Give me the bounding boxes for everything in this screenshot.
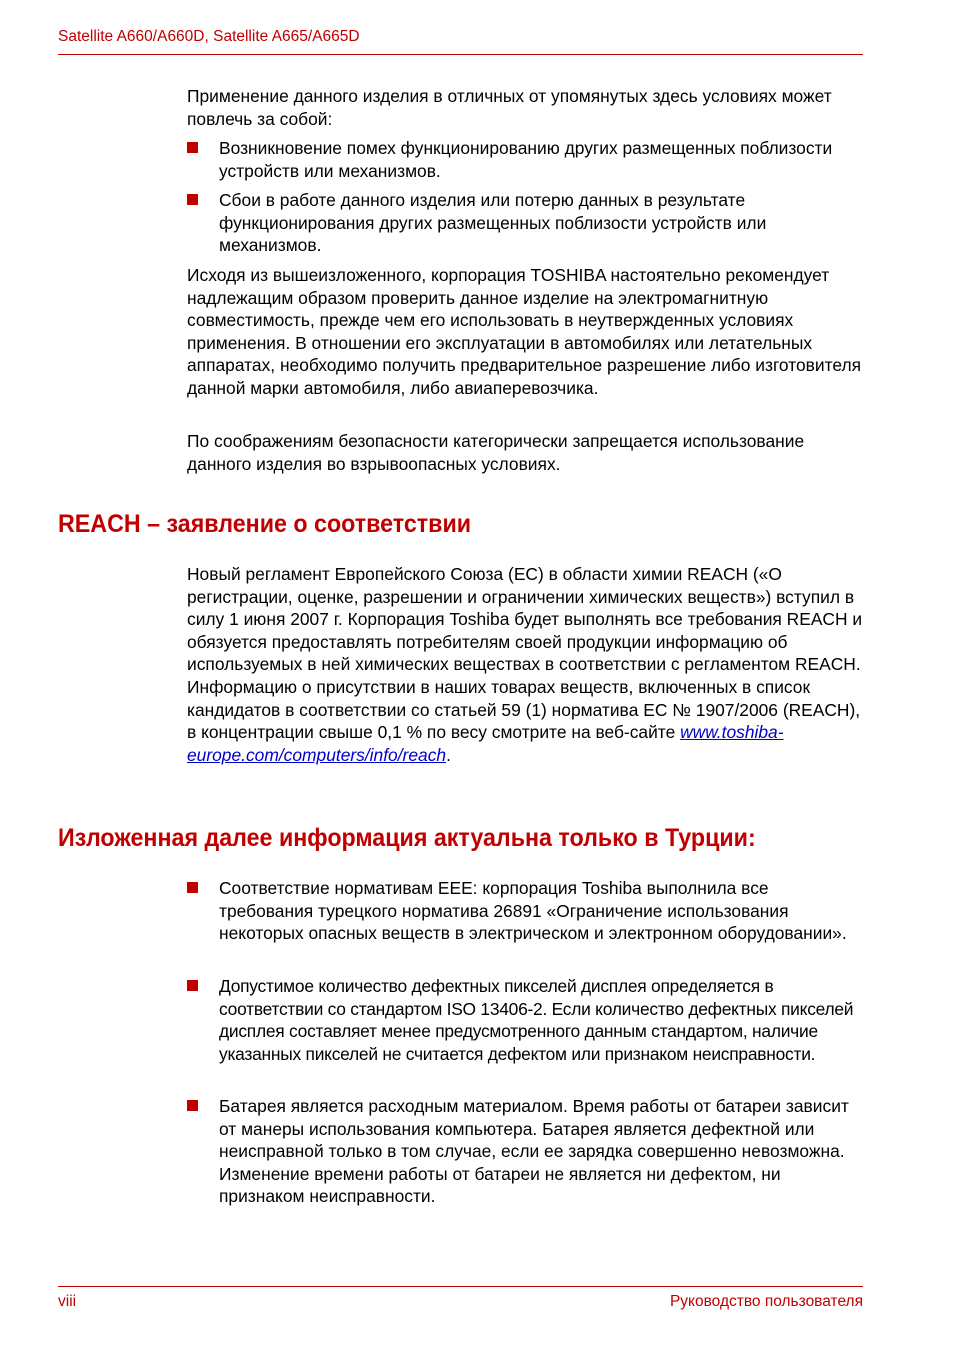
- reach-link[interactable]: www.toshiba-europe.com/computers/info/reach: [187, 722, 784, 765]
- list-item-text: Допустимое количество дефектных пикселей дисплея определяется в соответствии со стандартом ISO 13406-2. Если количество дефектных пикселей дисплея составляет менее предусмотренного данным стандартом, наличие указанных пикселей не считается дефектом или признаком неисправности.: [219, 976, 854, 1064]
- bullet-square-icon: [187, 882, 198, 893]
- reach-period: .: [446, 744, 451, 765]
- page-number: viii: [58, 1293, 77, 1310]
- safety-paragraph: По соображениям безопасности категорически запрещается использование данного изделия во взрывоопасных условиях.: [187, 431, 805, 474]
- header-title: Satellite A660/A660D, Satellite A665/A665D: [58, 28, 360, 45]
- reach-text: Новый регламент Европейского Союза (ЕС) в области химии REACH («О регистрации, оценке, разрешении и ограничении химических веществ») вступил в силу 1 июня 2007 г. Корпорация Toshiba будет выполнять все требования REACH и обязуется предоставлять потребителям своей продукции информацию об используемых в ней химических веществах в соответствии с регламентом REACH. Информацию о присутствии в наших товарах веществ, включенных в список кандидатов в соответствии со статьей 59 (1) нормативa ЕС № 1907/2006 (REACH), в концентрации свыше 0,1 % по весу смотрите на веб-сайте: [187, 564, 863, 743]
- bullet-square-icon: [187, 142, 198, 153]
- page-header: [58, 26, 863, 55]
- list-item-text: Батарея является расходным материалом. Время работы от батареи зависит от манеры использования компьютера. Батарея является дефектной или неисправной только в том случае, если ее зарядка совершенно невозможна. Изменение времени работы от батареи не является ни дефектом, ни признаком неисправности.: [219, 1096, 849, 1207]
- turkey-heading: Изложенная далее информация актуальна только в Турции:: [58, 824, 756, 852]
- bullet-square-icon: [187, 1100, 198, 1111]
- list-item-text: Сбои в работе данного изделия или потерю данных в результате функционирования других размещенных поблизости устройств или механизмов.: [219, 190, 767, 256]
- list-item-text: Соответствие нормативам EEE: корпорация Toshiba выполнила все требования турецкого норматива 26891 «Ограничение использования некоторых опасных веществ в электрическом и электронном оборудовании».: [219, 878, 847, 944]
- reach-paragraph: [187, 563, 867, 766]
- footer-divider: [58, 1286, 863, 1287]
- bullet-square-icon: [187, 980, 198, 991]
- list-item-text: Возникновение помех функционированию других размещенных поблизости устройств или механизмов.: [219, 138, 833, 181]
- intro-paragraph: Применение данного изделия в отличных от упомянутых здесь условиях может повлечь за собой:: [187, 86, 832, 129]
- bullet-square-icon: [187, 194, 198, 205]
- recommendation-paragraph: Исходя из вышеизложенного, корпорация TOSHIBA настоятельно рекомендует надлежащим образом проверить данное изделие на электромагнитную совместимость, прежде чем его использовать в неутвержденных условиях применения. В отношении его эксплуатации в автомобилях или летательных аппаратах, необходимо получить предварительное разрешение либо изготовителя данной марки автомобиля, либо авиаперевозчика.: [187, 265, 862, 398]
- footer-title: Руководство пользователя: [669, 1293, 863, 1310]
- reach-heading: REACH – заявление о соответствии: [58, 510, 472, 538]
